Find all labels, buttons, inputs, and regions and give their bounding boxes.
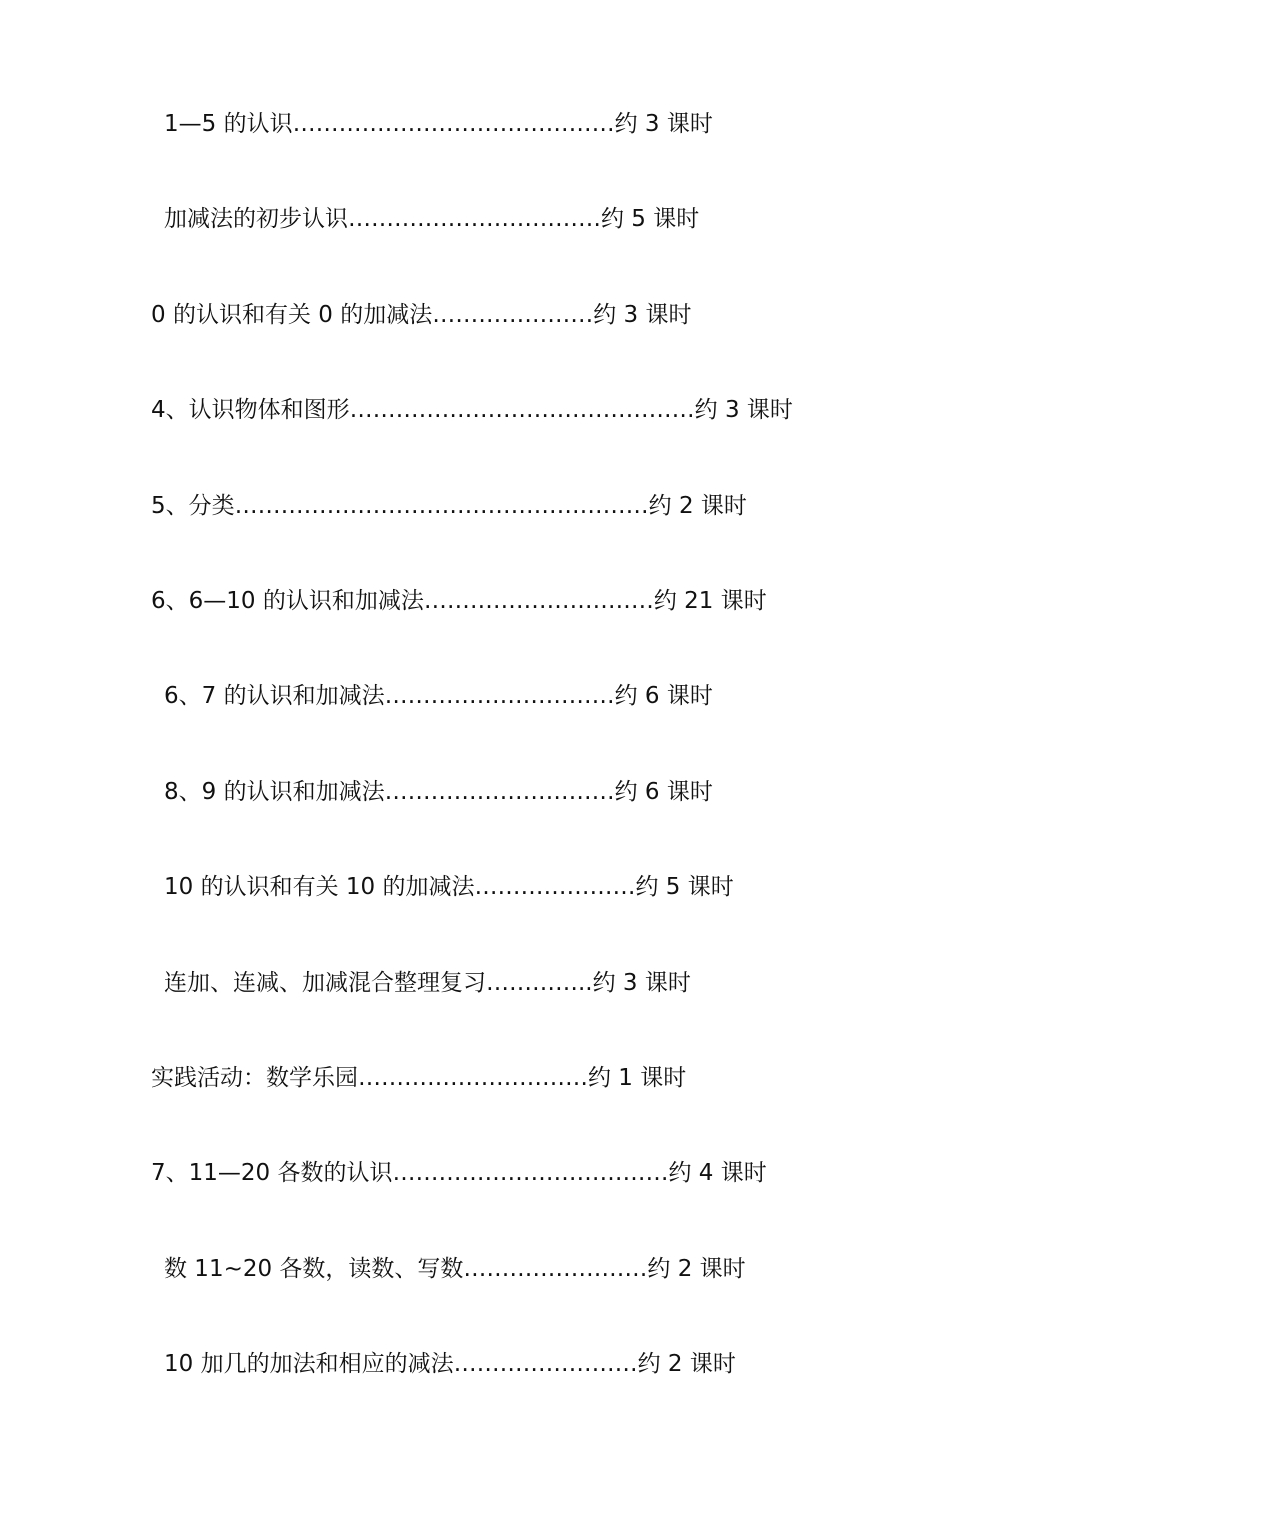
toc-line-classification: 5、分类………………………………………………约 2 课时 xyxy=(151,492,747,519)
toc-line-add-sub-intro: 加减法的初步认识……………………………约 5 课时 xyxy=(164,206,700,233)
toc-line-math-park: 实践活动：数学乐园…………………………约 1 课时 xyxy=(151,1064,687,1091)
toc-line-objects-shapes: 4、认识物体和图形………………………………………约 3 课时 xyxy=(151,397,793,424)
toc-line-ten-plus: 10 加几的加法和相应的减法……………………约 2 课时 xyxy=(164,1351,736,1378)
toc-line-11-20-recognition: 7、11—20 各数的认识………………………………约 4 课时 xyxy=(151,1160,767,1187)
toc-line-10-recognition: 10 的认识和有关 10 的加减法…………………约 5 课时 xyxy=(164,874,734,901)
toc-line-read-write-numbers: 数 11~20 各数，读数、写数……………………约 2 课时 xyxy=(164,1255,746,1282)
toc-list xyxy=(151,104,1051,1439)
toc-line-6-7-recognition: 6、7 的认识和加减法…………………………约 6 课时 xyxy=(164,683,713,710)
toc-line-mixed-review: 连加、连减、加减混合整理复习…………..约 3 课时 xyxy=(164,969,691,996)
toc-line-8-9-recognition: 8、9 的认识和加减法…………………………约 6 课时 xyxy=(164,778,713,805)
toc-line-zero-recognition: 0 的认识和有关 0 的加减法…………………约 3 课时 xyxy=(151,301,692,328)
toc-line-1-5-recognition: 1—5 的认识……………………………………约 3 课时 xyxy=(164,111,713,137)
toc-line-6-10-recognition: 6、6—10 的认识和加减法…………………………约 21 课时 xyxy=(151,587,767,614)
